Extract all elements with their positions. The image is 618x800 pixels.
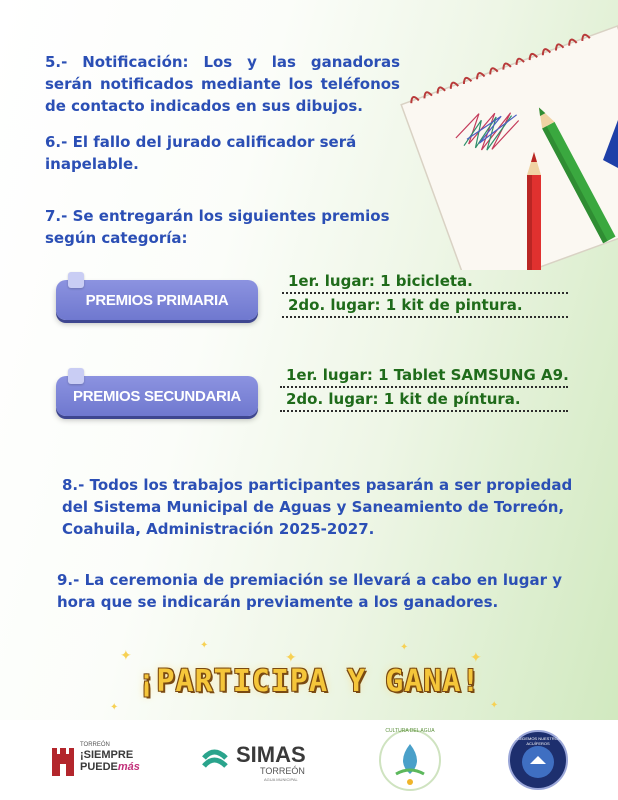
simas-logo [200, 742, 320, 786]
water-drop-emblem-icon [378, 728, 442, 792]
sparkle-icon: ✦ [470, 650, 482, 666]
castle-icon [50, 744, 76, 776]
torreon-logo [50, 740, 170, 780]
cultura-logo-text: CULTURA DEL AGUA [385, 728, 435, 734]
section-8-ownership: 8.- Todos los trabajos participantes pasarán a ser propiedad del Sistema Municipal de Aguas y Saneamiento de Torreón, Coahuila, Administración 2025-2027. [62, 476, 573, 538]
sponsor-logos-footer [0, 720, 618, 800]
simas-swirl-icon [200, 746, 230, 776]
sparkle-icon: ✦ [120, 648, 132, 664]
section-7-prizes-intro: 7.- Se entregarán los siguientes premios según categoría: [45, 207, 390, 247]
secundaria-second-place: 2do. lugar: 1 kit de píntura. [280, 388, 568, 412]
simas-logo-small: AGUA MUNICIPAL [264, 777, 298, 782]
cuidemos-logo-text: CUIDEMOS NUESTROS ACUÍFEROS [515, 736, 561, 746]
section-9-ceremony: 9.- La ceremonia de premiación se llevará a cabo en lugar y hora que se indicarán previamente a los ganadores. [57, 571, 562, 611]
secundaria-first-place: 1er. lugar: 1 Tablet SAMSUNG A9. [280, 364, 568, 388]
notebook-illustration [398, 0, 618, 270]
participate-and-win-banner: ¡PARTICIPA Y GANA! [137, 664, 481, 699]
sparkle-icon: ✦ [110, 702, 119, 713]
cuidemos-acuiferos-logo [508, 730, 568, 790]
primaria-badge-label: PREMIOS PRIMARIA [85, 291, 229, 309]
cultura-del-agua-logo [378, 728, 442, 792]
torreon-logo-text: TORREÓN [80, 742, 110, 748]
primaria-second-place: 2do. lugar: 1 kit de pintura. [282, 294, 568, 318]
sparkle-icon: ✦ [400, 642, 409, 653]
secundaria-prizes-badge [56, 376, 258, 416]
sparkle-icon: ✦ [285, 650, 297, 666]
sparkle-icon: ✦ [490, 700, 499, 711]
simas-logo-name: SIMAS [236, 742, 306, 767]
torreon-logo-slogan-2 [80, 761, 140, 773]
torreon-logo-slogan: ¡SIEMPRE [80, 749, 134, 761]
torreon-logo-puede: PUEDE [80, 761, 118, 773]
simas-logo-sub: TORREÓN [260, 766, 305, 776]
primaria-prizes-badge [56, 280, 258, 320]
secundaria-badge-label: PREMIOS SECUNDARIA [73, 387, 241, 405]
section-6-verdict: 6.- El fallo del jurado calificador será inapelable. [45, 133, 357, 173]
secundaria-prize-list [280, 364, 568, 412]
torreon-logo-mas: más [117, 761, 140, 773]
section-5-notification: 5.- Notificación: Los y las ganadoras serán notificados mediante los teléfonos de contacto indicados en sus dibujos. [45, 53, 400, 115]
badge-tab-decoration [68, 368, 84, 384]
sparkle-icon: ✦ [200, 640, 209, 651]
primaria-first-place: 1er. lugar: 1 bicicleta. [282, 270, 568, 294]
badge-tab-decoration [68, 272, 84, 288]
primaria-prize-list [282, 270, 568, 318]
